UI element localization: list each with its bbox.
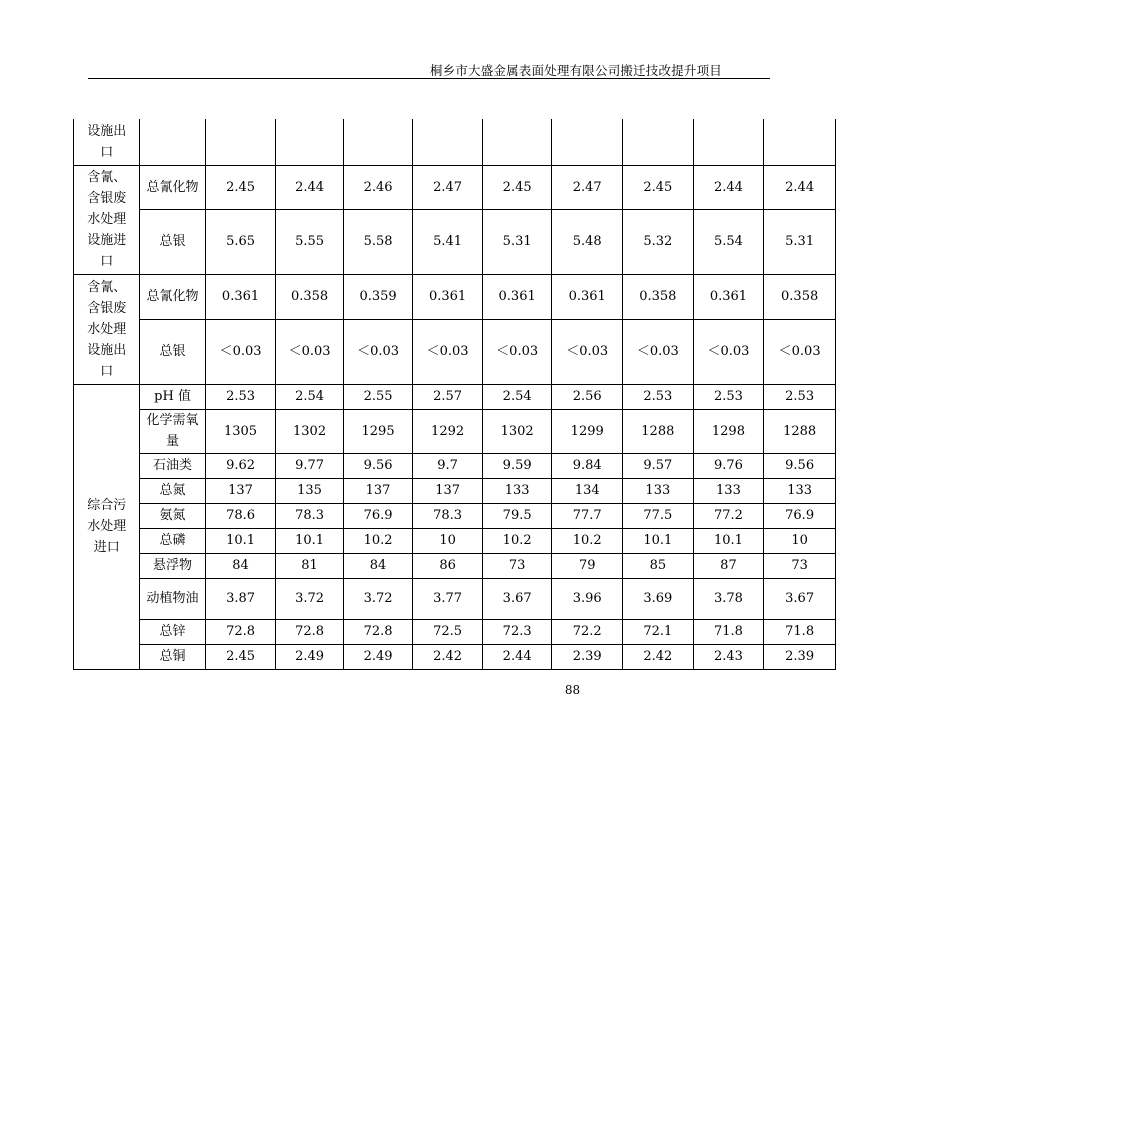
value-cell: ＜0.03 <box>205 319 276 384</box>
value-cell: 133 <box>693 478 764 503</box>
value-cell: 2.39 <box>764 644 836 669</box>
value-cell: 3.78 <box>693 578 764 619</box>
value-cell: 3.67 <box>764 578 836 619</box>
value-cell: 2.46 <box>343 165 413 209</box>
table-body <box>74 119 836 669</box>
value-cell: 3.67 <box>482 578 552 619</box>
location-line: 水处理 <box>87 321 127 337</box>
value-cell: 133 <box>482 478 552 503</box>
value-cell: 5.31 <box>764 209 836 274</box>
value-cell: 0.361 <box>413 274 483 319</box>
value-cell: 137 <box>413 478 483 503</box>
value-cell: 2.45 <box>205 165 276 209</box>
value-cell: ＜0.03 <box>764 319 836 384</box>
wastewater-monitoring-table <box>73 119 836 670</box>
value-cell: 72.8 <box>205 619 276 644</box>
table-row <box>74 409 836 453</box>
value-cell: 133 <box>623 478 694 503</box>
value-cell: 71.8 <box>693 619 764 644</box>
value-cell <box>276 119 343 165</box>
table-row <box>74 165 836 209</box>
value-cell: ＜0.03 <box>482 319 552 384</box>
value-cell: 9.84 <box>552 453 623 478</box>
value-cell: ＜0.03 <box>343 319 413 384</box>
value-cell: 2.54 <box>482 384 552 409</box>
table-row <box>74 478 836 503</box>
value-cell: 2.57 <box>413 384 483 409</box>
value-cell: 1302 <box>482 409 552 453</box>
indicator-cell <box>140 119 205 165</box>
value-cell: 2.47 <box>413 165 483 209</box>
location-line: 含氰、 <box>87 279 127 295</box>
value-cell: 3.72 <box>343 578 413 619</box>
value-cell: 73 <box>764 553 836 578</box>
value-cell: 2.43 <box>693 644 764 669</box>
value-cell: 2.54 <box>276 384 343 409</box>
value-cell: 10.1 <box>276 528 343 553</box>
indicator-cell: 悬浮物 <box>140 553 205 578</box>
value-cell: 2.53 <box>764 384 836 409</box>
location-line: 综合污 <box>87 498 127 513</box>
value-cell: 77.2 <box>693 503 764 528</box>
value-cell: 76.9 <box>343 503 413 528</box>
value-cell: 2.44 <box>482 644 552 669</box>
value-cell: 2.49 <box>276 644 343 669</box>
value-cell <box>343 119 413 165</box>
value-cell: 2.53 <box>623 384 694 409</box>
value-cell: 2.53 <box>205 384 276 409</box>
value-cell: 9.7 <box>413 453 483 478</box>
location-line: 含银废 <box>87 300 127 316</box>
value-cell: 1298 <box>693 409 764 453</box>
indicator-cell: 总银 <box>140 209 205 274</box>
value-cell: 2.42 <box>413 644 483 669</box>
value-cell: 72.5 <box>413 619 483 644</box>
location-line: 水处理 <box>87 519 127 534</box>
value-cell: 0.361 <box>552 274 623 319</box>
value-cell: 10 <box>764 528 836 553</box>
location-line: 口 <box>100 144 114 160</box>
value-cell: 1302 <box>276 409 343 453</box>
value-cell: 2.53 <box>693 384 764 409</box>
value-cell: 1288 <box>623 409 694 453</box>
value-cell: 84 <box>343 553 413 578</box>
location-cell <box>74 384 140 669</box>
value-cell: 2.42 <box>623 644 694 669</box>
indicator-cell: 氨氮 <box>140 503 205 528</box>
value-cell: ＜0.03 <box>413 319 483 384</box>
value-cell: 10.1 <box>623 528 694 553</box>
value-cell: 2.49 <box>343 644 413 669</box>
value-cell: ＜0.03 <box>552 319 623 384</box>
header-rule <box>88 78 770 79</box>
value-cell: 9.57 <box>623 453 694 478</box>
table-row <box>74 209 836 274</box>
value-cell: 0.361 <box>693 274 764 319</box>
value-cell: 9.76 <box>693 453 764 478</box>
table-row <box>74 528 836 553</box>
value-cell: 2.45 <box>205 644 276 669</box>
value-cell: 5.41 <box>413 209 483 274</box>
value-cell: 2.55 <box>343 384 413 409</box>
value-cell: 2.56 <box>552 384 623 409</box>
location-line: 设施出 <box>87 123 127 139</box>
value-cell: 3.87 <box>205 578 276 619</box>
indicator-cell: 总氰化物 <box>140 165 205 209</box>
value-cell: 81 <box>276 553 343 578</box>
value-cell: 10.2 <box>552 528 623 553</box>
table-row <box>74 578 836 619</box>
indicator-cell: 总锌 <box>140 619 205 644</box>
value-cell: 2.45 <box>623 165 694 209</box>
value-cell: 2.44 <box>276 165 343 209</box>
value-cell: 2.45 <box>482 165 552 209</box>
table-row <box>74 384 836 409</box>
value-cell: 10.1 <box>693 528 764 553</box>
value-cell: 71.8 <box>764 619 836 644</box>
value-cell: 133 <box>764 478 836 503</box>
value-cell: 2.39 <box>552 644 623 669</box>
value-cell: 3.77 <box>413 578 483 619</box>
value-cell: 73 <box>482 553 552 578</box>
indicator-cell: 石油类 <box>140 453 205 478</box>
value-cell: 5.65 <box>205 209 276 274</box>
value-cell: 10.1 <box>205 528 276 553</box>
value-cell: 137 <box>205 478 276 503</box>
value-cell: 3.72 <box>276 578 343 619</box>
value-cell: 0.358 <box>623 274 694 319</box>
location-line: 进口 <box>93 540 120 555</box>
value-cell: 72.8 <box>343 619 413 644</box>
value-cell: 5.32 <box>623 209 694 274</box>
page-number: 88 <box>564 683 581 697</box>
value-cell: 0.358 <box>276 274 343 319</box>
value-cell: 1295 <box>343 409 413 453</box>
value-cell: 77.7 <box>552 503 623 528</box>
value-cell: ＜0.03 <box>623 319 694 384</box>
value-cell: 5.55 <box>276 209 343 274</box>
value-cell: 10 <box>413 528 483 553</box>
value-cell: 135 <box>276 478 343 503</box>
value-cell: 9.62 <box>205 453 276 478</box>
value-cell: 2.44 <box>764 165 836 209</box>
value-cell <box>482 119 552 165</box>
value-cell: 87 <box>693 553 764 578</box>
value-cell: 5.58 <box>343 209 413 274</box>
value-cell <box>693 119 764 165</box>
value-cell: 9.59 <box>482 453 552 478</box>
value-cell: 79.5 <box>482 503 552 528</box>
value-cell <box>205 119 276 165</box>
value-cell <box>764 119 836 165</box>
location-cell <box>74 165 140 274</box>
value-cell <box>552 119 623 165</box>
value-cell: 1305 <box>205 409 276 453</box>
value-cell: 84 <box>205 553 276 578</box>
location-line: 设施进 <box>87 233 127 248</box>
value-cell: 9.56 <box>764 453 836 478</box>
table-row <box>74 553 836 578</box>
value-cell: 9.77 <box>276 453 343 478</box>
value-cell: 78.3 <box>413 503 483 528</box>
value-cell: 86 <box>413 553 483 578</box>
value-cell: 78.3 <box>276 503 343 528</box>
value-cell: 10.2 <box>343 528 413 553</box>
indicator-cell: 总氮 <box>140 478 205 503</box>
value-cell: 0.361 <box>482 274 552 319</box>
location-line: 含银废 <box>87 191 127 206</box>
location-line: 含氰、 <box>87 170 127 185</box>
monitoring-table-viewport <box>73 119 821 675</box>
location-line: 口 <box>100 254 114 269</box>
value-cell: 2.47 <box>552 165 623 209</box>
value-cell: 5.48 <box>552 209 623 274</box>
value-cell: 78.6 <box>205 503 276 528</box>
table-row <box>74 453 836 478</box>
value-cell: ＜0.03 <box>276 319 343 384</box>
value-cell: 2.44 <box>693 165 764 209</box>
value-cell: 0.361 <box>205 274 276 319</box>
table-row <box>74 319 836 384</box>
table-row <box>74 644 836 669</box>
value-cell: 85 <box>623 553 694 578</box>
value-cell: 5.54 <box>693 209 764 274</box>
indicator-cell: 总银 <box>140 319 205 384</box>
location-cell <box>74 274 140 384</box>
value-cell: 72.2 <box>552 619 623 644</box>
value-cell: 1292 <box>413 409 483 453</box>
indicator-cell: 化学需氧量 <box>140 409 205 453</box>
table-row <box>74 503 836 528</box>
table-row <box>74 119 836 165</box>
indicator-cell: 总磷 <box>140 528 205 553</box>
value-cell: 3.69 <box>623 578 694 619</box>
value-cell: 72.1 <box>623 619 694 644</box>
value-cell: 5.31 <box>482 209 552 274</box>
indicator-cell: pH 值 <box>140 384 205 409</box>
indicator-cell: 动植物油 <box>140 578 205 619</box>
value-cell: 3.96 <box>552 578 623 619</box>
value-cell: 0.359 <box>343 274 413 319</box>
value-cell: 72.3 <box>482 619 552 644</box>
document-header-title: 桐乡市大盛金属表面处理有限公司搬迁技改提升项目 <box>429 63 722 78</box>
value-cell: ＜0.03 <box>693 319 764 384</box>
value-cell <box>413 119 483 165</box>
location-line: 口 <box>100 363 114 379</box>
indicator-cell: 总铜 <box>140 644 205 669</box>
value-cell: 76.9 <box>764 503 836 528</box>
value-cell: 9.56 <box>343 453 413 478</box>
location-line: 水处理 <box>87 212 127 227</box>
location-cell <box>74 119 140 165</box>
value-cell: 10.2 <box>482 528 552 553</box>
value-cell <box>623 119 694 165</box>
value-cell: 79 <box>552 553 623 578</box>
value-cell: 134 <box>552 478 623 503</box>
value-cell: 137 <box>343 478 413 503</box>
value-cell: 77.5 <box>623 503 694 528</box>
value-cell: 1299 <box>552 409 623 453</box>
table-row <box>74 619 836 644</box>
location-line: 设施出 <box>87 342 127 358</box>
value-cell: 72.8 <box>276 619 343 644</box>
table-row <box>74 274 836 319</box>
indicator-cell: 总氰化物 <box>140 274 205 319</box>
value-cell: 0.358 <box>764 274 836 319</box>
value-cell: 1288 <box>764 409 836 453</box>
